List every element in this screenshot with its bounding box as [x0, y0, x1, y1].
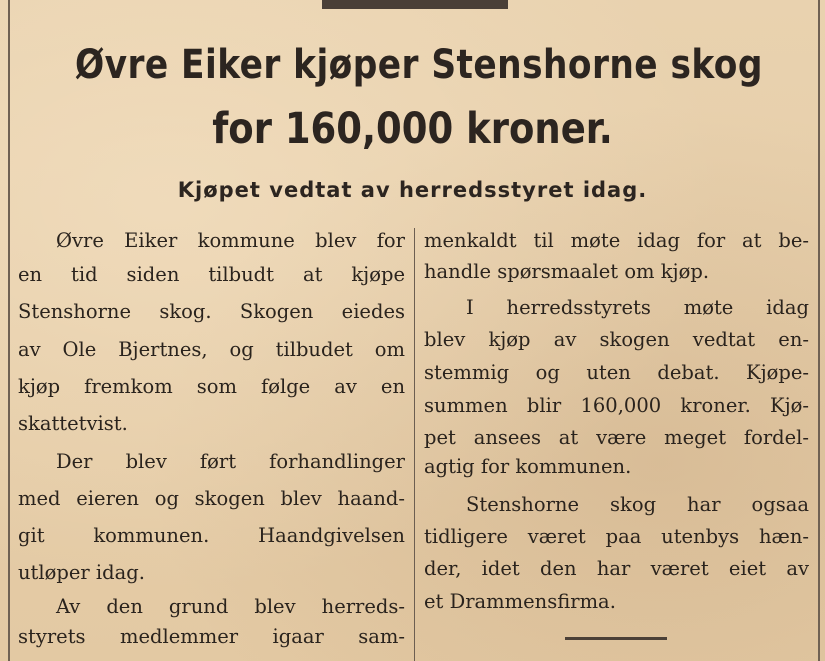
column-1-line: Stenshorne skog. Skogen eiedes — [18, 300, 405, 323]
column-1-line: skattetvist. — [18, 412, 128, 435]
column-2-line: blev kjøp av skogen vedtat en- — [424, 328, 809, 351]
column-1-line: git kommunen. Haandgivelsen — [18, 524, 405, 547]
column-2-line: agtig for kommunen. — [424, 455, 632, 478]
headline-line-1: Øvre Eiker kjøper Stenshorne skog — [74, 42, 763, 88]
article-end-rule — [565, 637, 667, 640]
column-2-line: I herredsstyrets møte idag — [466, 296, 809, 319]
headline-line-2: for 160,000 kroner. — [212, 104, 613, 154]
column-2-line: tidligere været paa utenbys hæn- — [424, 525, 809, 548]
column-1-line: en tid siden tilbudt at kjøpe — [18, 263, 405, 286]
column-divider — [414, 228, 415, 661]
subheadline: Kjøpet vedtat av herredsstyret idag. — [177, 178, 648, 202]
column-2-line: stemmig og uten debat. Kjøpe- — [424, 361, 809, 384]
column-2-line: summen blir 160,000 kroner. Kjø- — [424, 394, 809, 417]
column-2-line: der, idet den har været eiet av — [424, 557, 809, 580]
column-1-line: av Ole Bjertnes, og tilbudet om — [18, 338, 405, 361]
top-ornament-bar — [322, 0, 508, 9]
column-1-line: utløper idag. — [18, 561, 145, 584]
column-2-line: et Drammensfirma. — [424, 590, 616, 613]
right-border-rule — [818, 0, 820, 661]
column-2-line: handle spørsmaalet om kjøp. — [424, 260, 710, 283]
column-2-line: Stenshorne skog har ogsaa — [466, 493, 809, 516]
column-2-line: pet ansees at være meget fordel- — [424, 426, 809, 449]
column-2-line: menkaldt til møte idag for at be- — [424, 229, 809, 252]
column-1-line: med eieren og skogen blev haand- — [18, 487, 405, 510]
column-1-line: Øvre Eiker kommune blev for — [56, 229, 405, 252]
column-1-line: styrets medlemmer igaar sam- — [18, 625, 405, 648]
column-1-line: kjøp fremkom som følge av en — [18, 375, 405, 398]
column-1-line: Av den grund blev herreds- — [56, 595, 405, 618]
column-1-line: Der blev ført forhandlinger — [56, 450, 405, 473]
left-border-rule — [8, 0, 10, 661]
